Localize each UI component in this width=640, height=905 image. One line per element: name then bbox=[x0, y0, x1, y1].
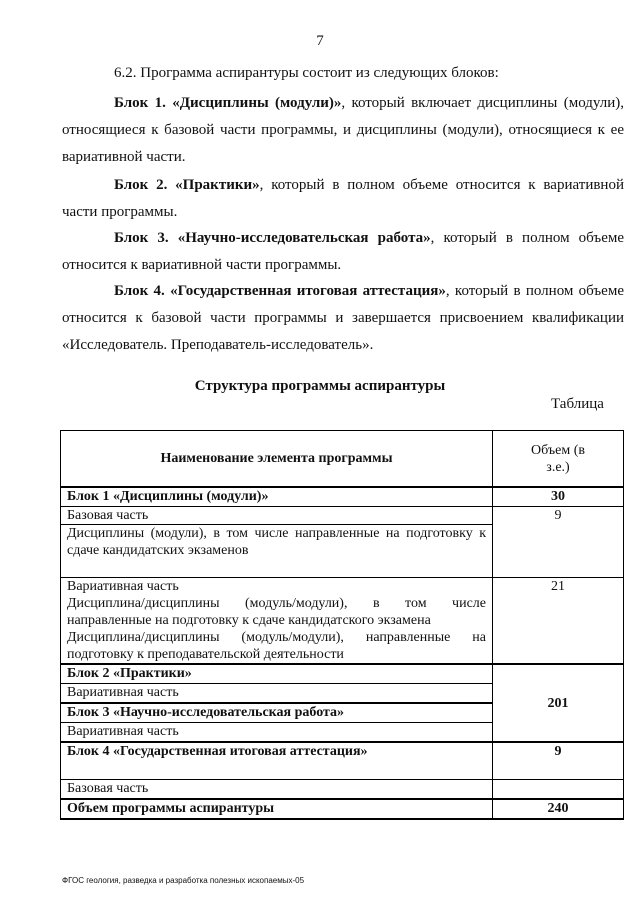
block2-title: Блок 2. «Практики» bbox=[114, 177, 260, 193]
block3-cell: Блок 3 «Научно-исследовательская работа» bbox=[61, 703, 493, 723]
program-structure-table bbox=[60, 430, 624, 820]
col2-header bbox=[493, 431, 624, 488]
table-row bbox=[61, 578, 624, 665]
block4-text: , который в полном объеме относится к базовой части программы и завершается присвоением квалификации «Исследователь. Преподаватель-исследователь». bbox=[62, 283, 624, 353]
table-row bbox=[61, 507, 624, 578]
block1-value: 30 bbox=[493, 487, 624, 507]
block1-text: , который включает дисциплины (модули), относящиеся к базовой части программы, и дисциплины (модули), относящиеся к ее вариативной части. bbox=[62, 95, 624, 165]
total-label: Объем программы аспирантуры bbox=[61, 799, 493, 819]
base-part-label: Базовая часть bbox=[61, 507, 492, 525]
block3-paragraph bbox=[62, 225, 624, 279]
variative-value: 21 bbox=[493, 578, 624, 665]
block1-title: Блок 1. «Дисциплины (модули)» bbox=[114, 95, 342, 111]
variative-part-cell bbox=[61, 578, 493, 665]
block3-variative: Вариативная часть bbox=[61, 723, 493, 743]
table-row bbox=[61, 664, 624, 684]
total-value: 240 bbox=[493, 799, 624, 819]
block4-base: Базовая часть bbox=[61, 780, 493, 800]
block2-variative: Вариативная часть bbox=[61, 684, 493, 704]
block2-cell: Блок 2 «Практики» bbox=[61, 664, 493, 684]
table-title: Структура программы аспирантуры bbox=[194, 378, 446, 394]
page-number: 7 bbox=[316, 33, 324, 49]
block4-cell: Блок 4 «Государственная итоговая аттестация» bbox=[61, 742, 493, 780]
table-row bbox=[61, 780, 624, 800]
col2-header-text: Объем (в з.е.) bbox=[531, 442, 585, 475]
table-row bbox=[61, 487, 624, 507]
base-value: 9 bbox=[493, 507, 624, 578]
footer: ФГОС геология, разведка и разработка полезных ископаемых-05 bbox=[62, 876, 305, 885]
block3-title: Блок 3. «Научно-исследовательская работа» bbox=[114, 230, 431, 246]
table-label: Таблица bbox=[551, 396, 604, 412]
base-disciplines: Дисциплины (модули), в том числе направленные на подготовку к сдаче кандидатских экзаменов bbox=[67, 526, 486, 558]
col1-header: Наименование элемента программы bbox=[61, 431, 493, 488]
block4-paragraph bbox=[62, 278, 624, 359]
variative-part-label: Вариативная часть bbox=[67, 579, 179, 594]
intro-paragraph: 6.2. Программа аспирантуры состоит из следующих блоков: bbox=[114, 65, 499, 81]
block2-paragraph bbox=[62, 172, 624, 226]
block2-text: , который в полном объеме относится к вариативной части программы. bbox=[62, 177, 624, 220]
variative-item-2: Дисциплина/дисциплины (модуль/модули), направленные на подготовку к преподавательской деятельности bbox=[67, 630, 486, 662]
variative-item-1: Дисциплина/дисциплины (модуль/модули), в том числе направленные на подготовку к сдаче кандидатского экзамена bbox=[67, 596, 486, 628]
block1-paragraph bbox=[62, 90, 624, 171]
block4-value: 9 bbox=[493, 742, 624, 780]
table-header-row bbox=[61, 431, 624, 488]
block1-cell: Блок 1 «Дисциплины (модули)» bbox=[61, 487, 493, 507]
block4-base-value bbox=[493, 780, 624, 800]
block4-title: Блок 4. «Государственная итоговая аттестация» bbox=[114, 283, 446, 299]
table-row bbox=[61, 799, 624, 819]
block3-text: , который в полном объеме относится к вариативной части программы. bbox=[62, 230, 625, 273]
base-part-cell bbox=[61, 507, 493, 578]
block23-value: 201 bbox=[493, 664, 624, 742]
table-row bbox=[61, 742, 624, 780]
